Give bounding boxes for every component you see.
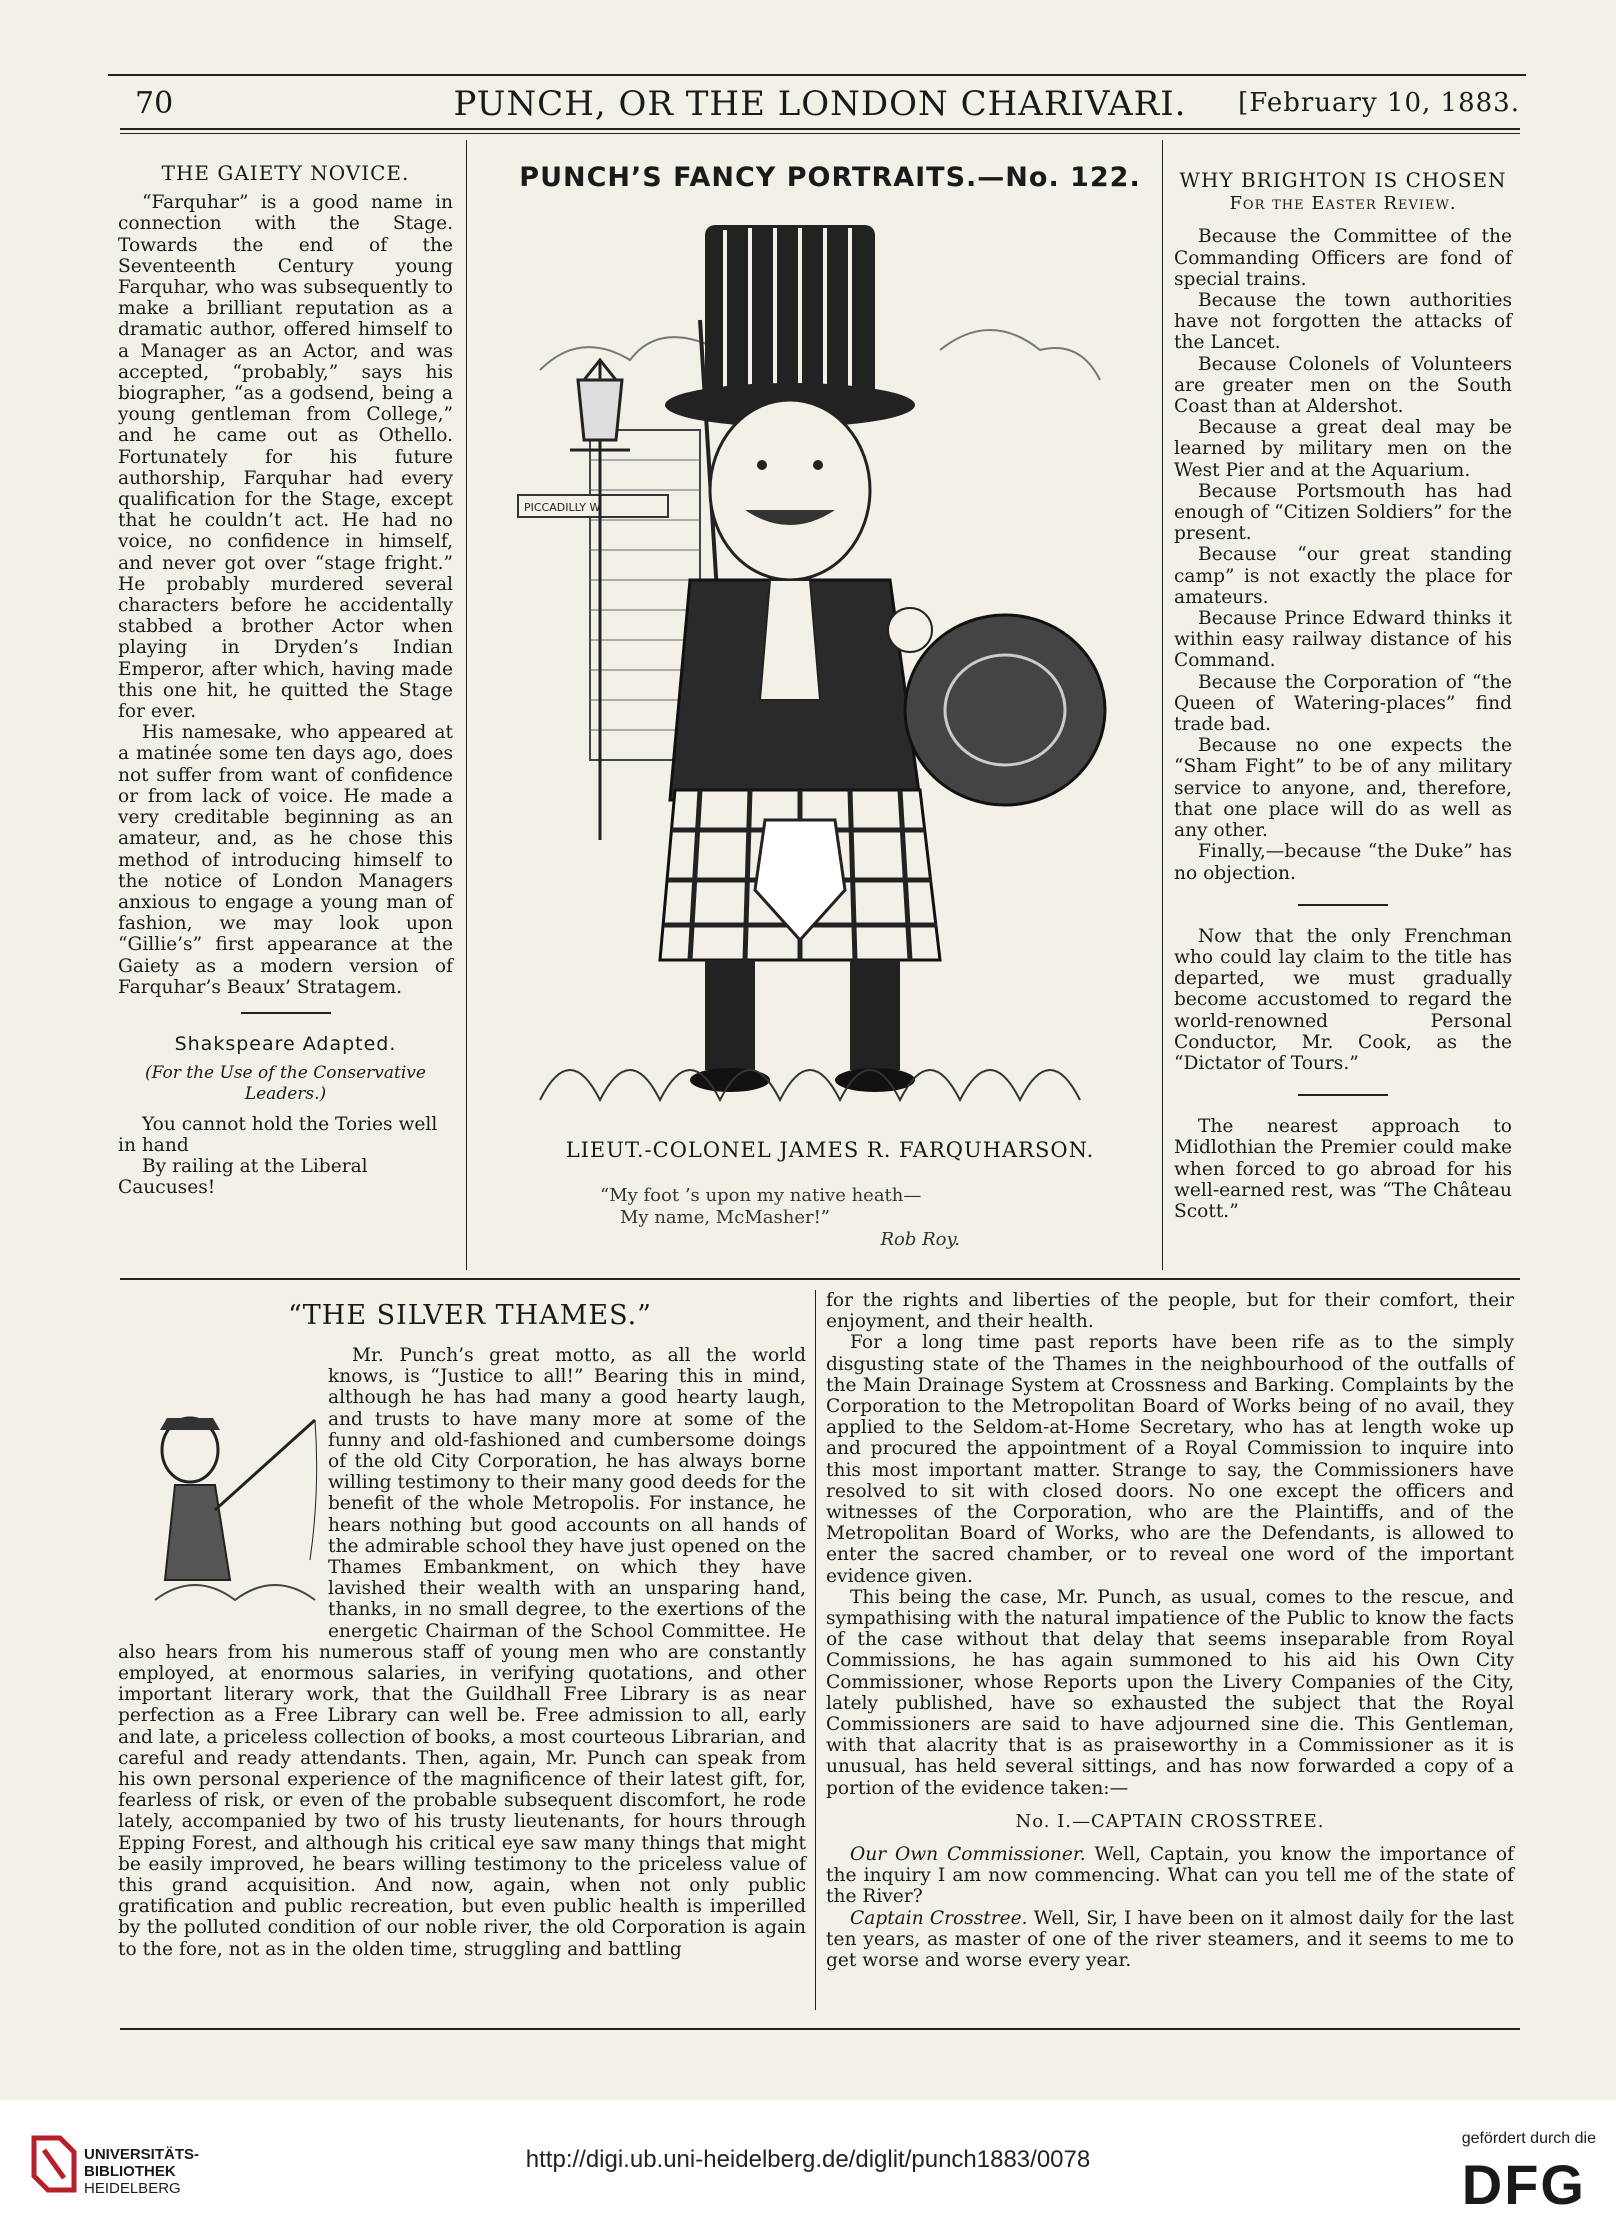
digitization-footer xyxy=(0,2100,1616,2230)
section-divider xyxy=(241,1012,331,1014)
silver-thames-left xyxy=(118,1345,806,1960)
cook-paragraph: Now that the only Frenchman who could lay claim to the title has departed, we must gradually become accustomed to regard the world-renowned Personal Conductor, Mr. Cook, as the “Dictator of Tours.” xyxy=(1174,925,1512,1074)
buttonhole-flower xyxy=(888,608,932,652)
silver-para-4: This being the case, Mr. Punch, as usual, comes to the rescue, and sympathising with the natural impatience of the Public to know the facts of the case without that delay that seems inseparable from Royal Commissions, he has again summoned to his aid his Own City Commissioner, whose Reports upon the Livery Companies of the City, lately published, have so exhausted the subject that the Royal Commissioners are said to have adjourned sine die. This Gentleman, with that alacrity that is as praiseworthy in a Commissioner as it is unusual, has held several sittings, and has now forwarded a copy of a portion of the evidence taken:— xyxy=(826,1586,1514,1799)
funding-note: gefördert durch die xyxy=(1461,2130,1596,2147)
section-divider xyxy=(1298,1094,1388,1096)
shakspeare-line-2: By railing at the Liberal Caucuses! xyxy=(118,1155,368,1199)
silver-para-1-text: Mr. Punch’s great motto, as all the world knows, is “Justice to all!” Bearing this in mind, although he has had many a good hearty laugh, and trusts to have many more at some of the funny and old-fashioned and cumbersome doings of the old City Corporation, he has always borne willing testimony to their many good deeds for the benefit of the whole Metropolis. For instance, he hears nothing but good accounts on all hands of the admirable school they have just opened on the Thames Embankment, on which they have lavished their wealth with an unsparing hand, thanks, in no small degree, to the exertions of the energetic Chairman of the School Committee. He also hears from his numerous staff of young men who are constantly employed, at enormous salaries, in verifying quotations, and other important literary work, that the Guildhall Free Library is as near perfection as a Free Library can well be. Free admission to all, early and late, a priceless collection of books, a most courteous Librarian, and careful and ready attendants. Then, again, Mr. Punch can speak from his own personal experience of the magnificence of their latest gift, for, fearless of risk, or even of the probable subsequent discomfort, he rode lately, accompanied by two of his trusty lieutenants, for hours through Epping Forest, and although his critical eye saw many things that might be easily improved, he bears willing testimony to the priceless value of this grand acquisition. And now, again, when not only public gratification and public recreation, but even public health is imperilled by the polluted condition of our noble river, the old Corporation is again to the fore, not as in the olden time, struggling and battling xyxy=(118,1345,806,1960)
silver-para-1 xyxy=(118,1345,806,1960)
top-hat xyxy=(665,225,915,427)
shakspeare-line-1: You cannot hold the Tories well in hand xyxy=(118,1113,438,1156)
portrait-quote xyxy=(600,1185,1040,1251)
issue-date: [February 10, 1883. xyxy=(1238,88,1520,118)
uni-line-3: HEIDELBERG xyxy=(84,2180,181,2197)
silver-para-2: for the rights and liberties of the people, but for their comfort, their enjoyment, and their health. xyxy=(826,1290,1514,1333)
brighton-reason: Because the Committee of the Commanding Officers are fond of special trains. xyxy=(1174,226,1512,290)
caricature-head xyxy=(710,400,870,580)
brighton-reason: Finally,—because “the Duke” has no objection. xyxy=(1174,841,1512,884)
brighton-reason: Because Prince Edward thinks it within easy railway distance of his Command. xyxy=(1174,608,1512,672)
page-number: 70 xyxy=(135,86,174,121)
crosstree-subheading: No. I.—CAPTAIN CROSSTREE. xyxy=(1015,1810,1325,1832)
silver-para-3: For a long time past reports have been rife as to the simply disgusting state of the Thames in the neighbourhood of the outfalls of the Main Drainage System at Crossness and Barking. Complaints by the Corporation to the Metropolitan Board of Works being of no avail, they applied to the Seldom-at-Home Secretary, who has at length woke up and procured the appointment of a Royal Commission to inquire into this most important matter. Strange to say, the Commissioners have resolved to sit with closed doors. No one except the officers and witnesses of the Corporation, who are the Plaintiffs, and of the Metropolitan Board of Works, who are the Defendants, is allowed to enter the sacred chamber, or to reveal one word of the important evidence given. xyxy=(826,1332,1514,1587)
portrait-illustration xyxy=(500,200,1160,1120)
dialog-1-text: Well, Captain, you know the importance of the inquiry I am now commencing. What can you tell me of the state of the River? xyxy=(826,1844,1514,1908)
section-rule xyxy=(120,1278,1520,1280)
brighton-reason: Because Colonels of Volunteers are greater men on the South Coast than at Aldershot. xyxy=(1174,353,1512,418)
portrait-caption: LIEUT.-COLONEL JAMES R. FARQUHARSON. xyxy=(565,1138,1095,1162)
quote-attribution: Rob Roy. xyxy=(880,1229,960,1250)
column-rule-right xyxy=(1162,140,1163,1270)
header-rule xyxy=(120,128,1520,130)
brighton-reason: Because no one expects the “Sham Fight” to be of any military service to anyone, and, therefore, that one place will do as well as any other. xyxy=(1174,735,1512,842)
street-sign-text: PICCADILLY W xyxy=(524,501,601,514)
header-rule-thin xyxy=(120,133,1520,134)
dialog-2-speaker: Captain Crosstree. xyxy=(850,1907,1028,1929)
shakspeare-heading: Shakspeare Adapted. xyxy=(174,1032,397,1055)
source-url-link[interactable]: http://digi.ub.uni-heidelberg.de/diglit/punch1883/0078 xyxy=(525,2146,1091,2173)
brighton-reason: Because a great deal may be learned by military men on the West Pier and at the Aquarium. xyxy=(1174,417,1512,481)
gaiety-heading: THE GAIETY NOVICE. xyxy=(161,161,410,185)
left-leg xyxy=(705,960,755,1070)
column-rule-left xyxy=(466,140,467,1270)
brighton-reason: Because the Corporation of “the Queen of Watering-places” find trade bad. xyxy=(1174,671,1512,736)
grass xyxy=(540,1070,1080,1100)
vignette-wrap xyxy=(118,1345,328,1635)
gaiety-para-2: His namesake, who appeared at a matinée some ten days ago, does not suffer from want of confidence or from lack of voice. He made a very creditable beginning as an amateur, and, as he chose this method of introducing himself to the notice of London Managers anxious to engage a young man of fashion, we may look upon “Gillie’s” first appearance at the Gaiety as a modern version of Farquhar’s Beaux’ Stratagem. xyxy=(118,722,453,998)
silver-thames-right xyxy=(826,1290,1514,1971)
brighton-subheading: For the Easter Review. xyxy=(1229,193,1457,215)
silver-thames-heading: “THE SILVER THAMES.” xyxy=(288,1300,652,1331)
targe-shield xyxy=(905,615,1105,805)
gaiety-para-1: “Farquhar” is a good name in connection with the Stage. Towards the end of the Seventeenth Century young Farquhar, who was subsequently to make a brilliant reputation as a dramatic author, offered himself to a Manager as an Actor, and was accepted, “probably,” says his biographer, “as a godsend, being a young gentleman from College,” and he came out as Othello. Fortunately for his future authorship, Farquhar had every qualification for the Stage, except that he couldn’t act. He had no voice, no confidence in himself, and never got over “stage fright.” He probably murdered several characters before he accidentally stabbed a brother Actor when playing in Dryden’s Indian Emperor, after which, having made this one hit, he quitted the Stage for ever. xyxy=(118,192,453,723)
dialog-2 xyxy=(826,1908,1514,1972)
masthead-title: PUNCH, OR THE LONDON CHARIVARI. xyxy=(453,84,1187,124)
brighton-heading: WHY BRIGHTON IS CHOSEN xyxy=(1179,168,1507,192)
section-divider xyxy=(1298,904,1388,906)
dialog-1 xyxy=(826,1844,1514,1908)
premier-paragraph: The nearest approach to Midlothian the Premier could make when forced to go abroad for his well-earned rest, was “The Château Scott.” xyxy=(1174,1116,1512,1222)
lower-column-rule xyxy=(815,1290,816,2010)
dialog-1-speaker: Our Own Commissioner. xyxy=(850,1844,1086,1866)
brighton-reasons xyxy=(1174,226,1512,883)
brighton-reason: Because Portsmouth has had enough of “Citizen Soldiers” for the present. xyxy=(1174,480,1512,545)
dialog-2-text: Well, Sir, I have been on it almost daily for the last ten years, as master of one of the river steamers, and it seems to me to get worse and worse every year. xyxy=(826,1907,1514,1972)
brighton-reason: Because “our great standing camp” is not exactly the place for amateurs. xyxy=(1174,544,1512,608)
lamp-post xyxy=(570,360,630,840)
shakspeare-subtitle: (For the Use of the Conservative Leaders.) xyxy=(145,1063,426,1105)
quote-line-1: “My foot ’s upon my native heath— xyxy=(600,1185,922,1206)
dfg-logo: DFG xyxy=(1461,2153,1586,2216)
portrait-title: PUNCH’S FANCY PORTRAITS.—No. 122. xyxy=(519,162,1141,193)
uni-line-2: BIBLIOTHEK xyxy=(84,2163,176,2180)
left-column xyxy=(118,163,453,1198)
bottom-rule xyxy=(120,2028,1520,2030)
right-leg xyxy=(850,960,900,1070)
right-column xyxy=(1174,170,1512,1222)
uni-line-1: UNIVERSITÄTS- xyxy=(84,2146,200,2163)
brighton-reason: Because the town authorities have not forgotten the attacks of the Lancet. xyxy=(1174,290,1512,354)
quote-line-2: My name, McMasher!” xyxy=(620,1207,831,1228)
